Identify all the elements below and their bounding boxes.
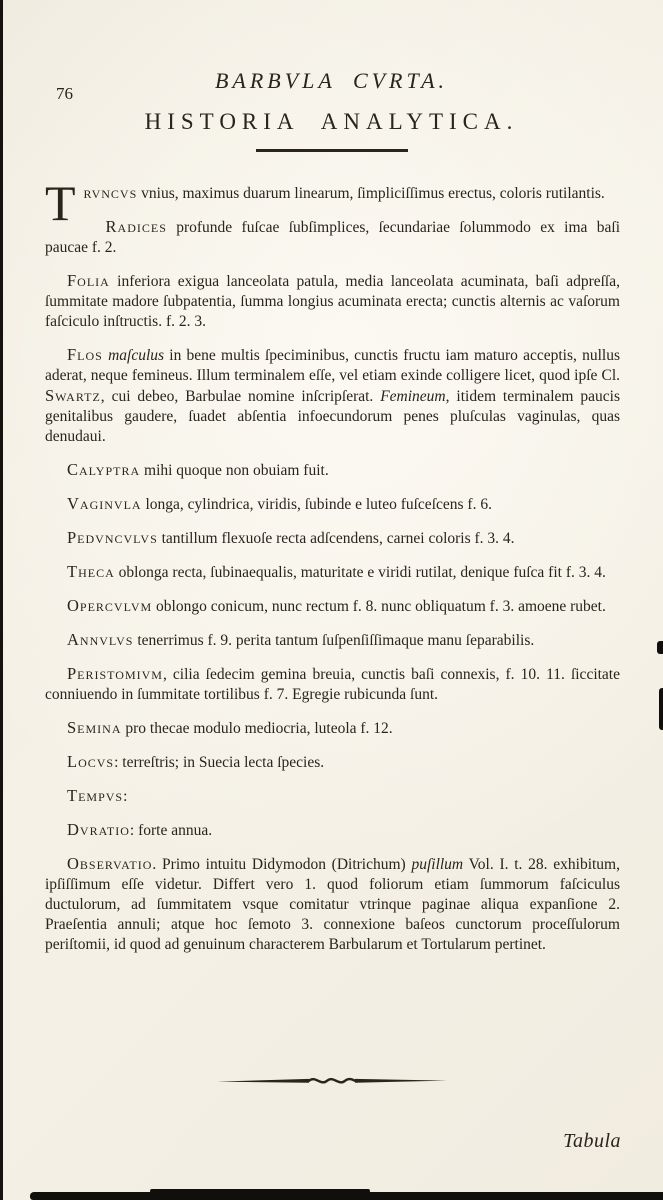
text-segment-normal: : terreſtris; in Suecia lecta ſpecies. [114,754,325,771]
text-segment-lead: Opercvlvm [67,596,153,615]
paragraph [45,345,620,447]
paragraph [45,271,620,332]
text-segment-normal: mihi quoque non obuiam fuit. [140,462,329,479]
scan-artifact-right-mark [657,641,663,654]
text-segment-normal: . Primo intuitu Didymodon (Ditrichum) [152,856,412,873]
text-segment-lead: Tempvs [67,786,124,805]
paragraph [45,494,620,515]
text-segment-italic: Femineum [380,388,446,405]
text-segment-lead: Folia [67,271,110,290]
text-segment-normal: : [123,788,128,805]
text-segment-lead: Radices [105,217,167,236]
text-segment-lead: Theca [67,562,115,581]
page-header [0,68,663,152]
text-segment-lead: Observatio [67,854,153,873]
paragraph [45,562,620,583]
text-segment-lead: Annvlvs [67,630,134,649]
paragraph [45,217,620,258]
text-segment-lead: rvncvs [83,183,138,202]
text-segment-lead: Locvs [67,752,115,771]
text-segment-lead: Swartz [45,386,101,405]
text-segment-lead: Dvratio [67,820,130,839]
paragraph [45,460,620,481]
chapter-title: BARBVLA CVRTA. [214,68,449,93]
paragraph [45,528,620,549]
text-segment-normal: , itidem terminalem paucis genitalibus gaudere, ſuadet abſentia infoecundorum penes pluſculas vaginulas, quas denudaui. [45,388,620,445]
page-number: 76 [56,84,73,103]
text-segment-normal: pro thecae modulo mediocria, luteola f. 12. [121,720,393,737]
text-segment-normal: , cilia ſedecim gemina breuia, cunctis baſi connexis, f. 10. 11. ſiccitate conniuendo in ſummitate tortilibus f. 7. Egregie rubicunda ſunt. [45,666,620,703]
end-ornament [0,1074,663,1093]
text-segment-normal: tantillum flexuoſe recta adſcendens, carnei coloris f. 3. 4. [157,530,515,547]
scan-artifact-right-mark [659,688,663,730]
text-segment-lead: Peristomivm [67,664,163,683]
text-segment-lead: Flos [67,345,103,364]
text-segment-normal: in bene multis ſpeciminibus, cunctis fructu iam maturo acceptis, nullus aderat, neque femineus. Illum terminalem eſſe, vel etiam exinde colligere licet, quod ipſe Cl. [45,347,620,384]
text-segment-italic: maſculus [102,347,165,364]
paragraph [45,664,620,705]
text-segment-lead: Semina [67,718,122,737]
paragraph [45,752,620,773]
paragraph [45,820,620,841]
text-segment-lead: Vaginvla [67,494,142,513]
scan-artifact-bottom-edge [30,1192,663,1200]
text-segment-normal: profunde fuſcae ſubſimplices, ſecundariae ſolummodo ex ima baſi paucae f. 2. [45,219,620,256]
tapered-rule-ornament-icon [217,1074,447,1088]
paragraph [45,718,620,739]
text-segment-normal: Vol. I. t. 28. exhibitum, ipſiſſimum eſſe videtur. Differt vero 1. quod foliorum etiam ſummorum faſciculus ductulorum, ad ſummitatem vsque comitatur vtrinque paginae aliqua expanſione 2. Praeſentia annuli; atque hoc ſemoto 3. connexione baſeos cunctorum proceſſulorum periſtomii, id quod ad genuinum characterem Barbularum et Tortularum pertinet. [45,856,620,953]
paragraph [45,854,620,955]
text-segment-normal: : forte annua. [129,822,213,839]
text-block [45,175,620,968]
catchword: Tabula [563,1130,621,1152]
text-segment-lead: Calyptra [67,460,141,479]
text-segment-normal: , cui debeo, Barbulae nomine inſcripſerat. [100,388,381,405]
paragraph [45,596,620,617]
text-segment-normal: longa, cylindrica, viridis, ſubinde e luteo fuſceſcens f. 6. [141,496,492,513]
section-heading: HISTORIA ANALYTICA. [144,109,519,134]
text-segment-normal: inferiora exigua lanceolata patula, media lanceolata acuminata, baſi adpreſſa, ſummitate madore ſubpatentia, ſumma longius acuminata erecta; cunctis alternis ac vaſorum faſciculo inſtructis. f. 2. 3. [45,273,620,330]
text-segment-italic: puſillum [411,856,464,873]
text-segment-normal: vnius, maximus duarum linearum, ſimpliciſſimus erectus, coloris rutilantis. [137,185,605,202]
text-segment-normal: tenerrimus f. 9. perita tantum ſuſpenſiſſimaque manu ſeparabilis. [133,632,535,649]
scan-artifact-left-edge [0,0,3,1200]
paragraph [45,630,620,651]
text-segment-normal: oblonga recta, ſubinaequalis, maturitate e viridi rutilat, denique fuſca fit f. 3. 4. [114,564,606,581]
text-segment-lead: Pedvncvlvs [67,528,158,547]
heading-rule [256,149,408,152]
text-segment-normal: oblongo conicum, nunc rectum f. 8. nunc obliquatum f. 3. amoene rubet. [152,598,606,615]
drop-cap: T [45,175,76,231]
paragraph [45,786,620,807]
